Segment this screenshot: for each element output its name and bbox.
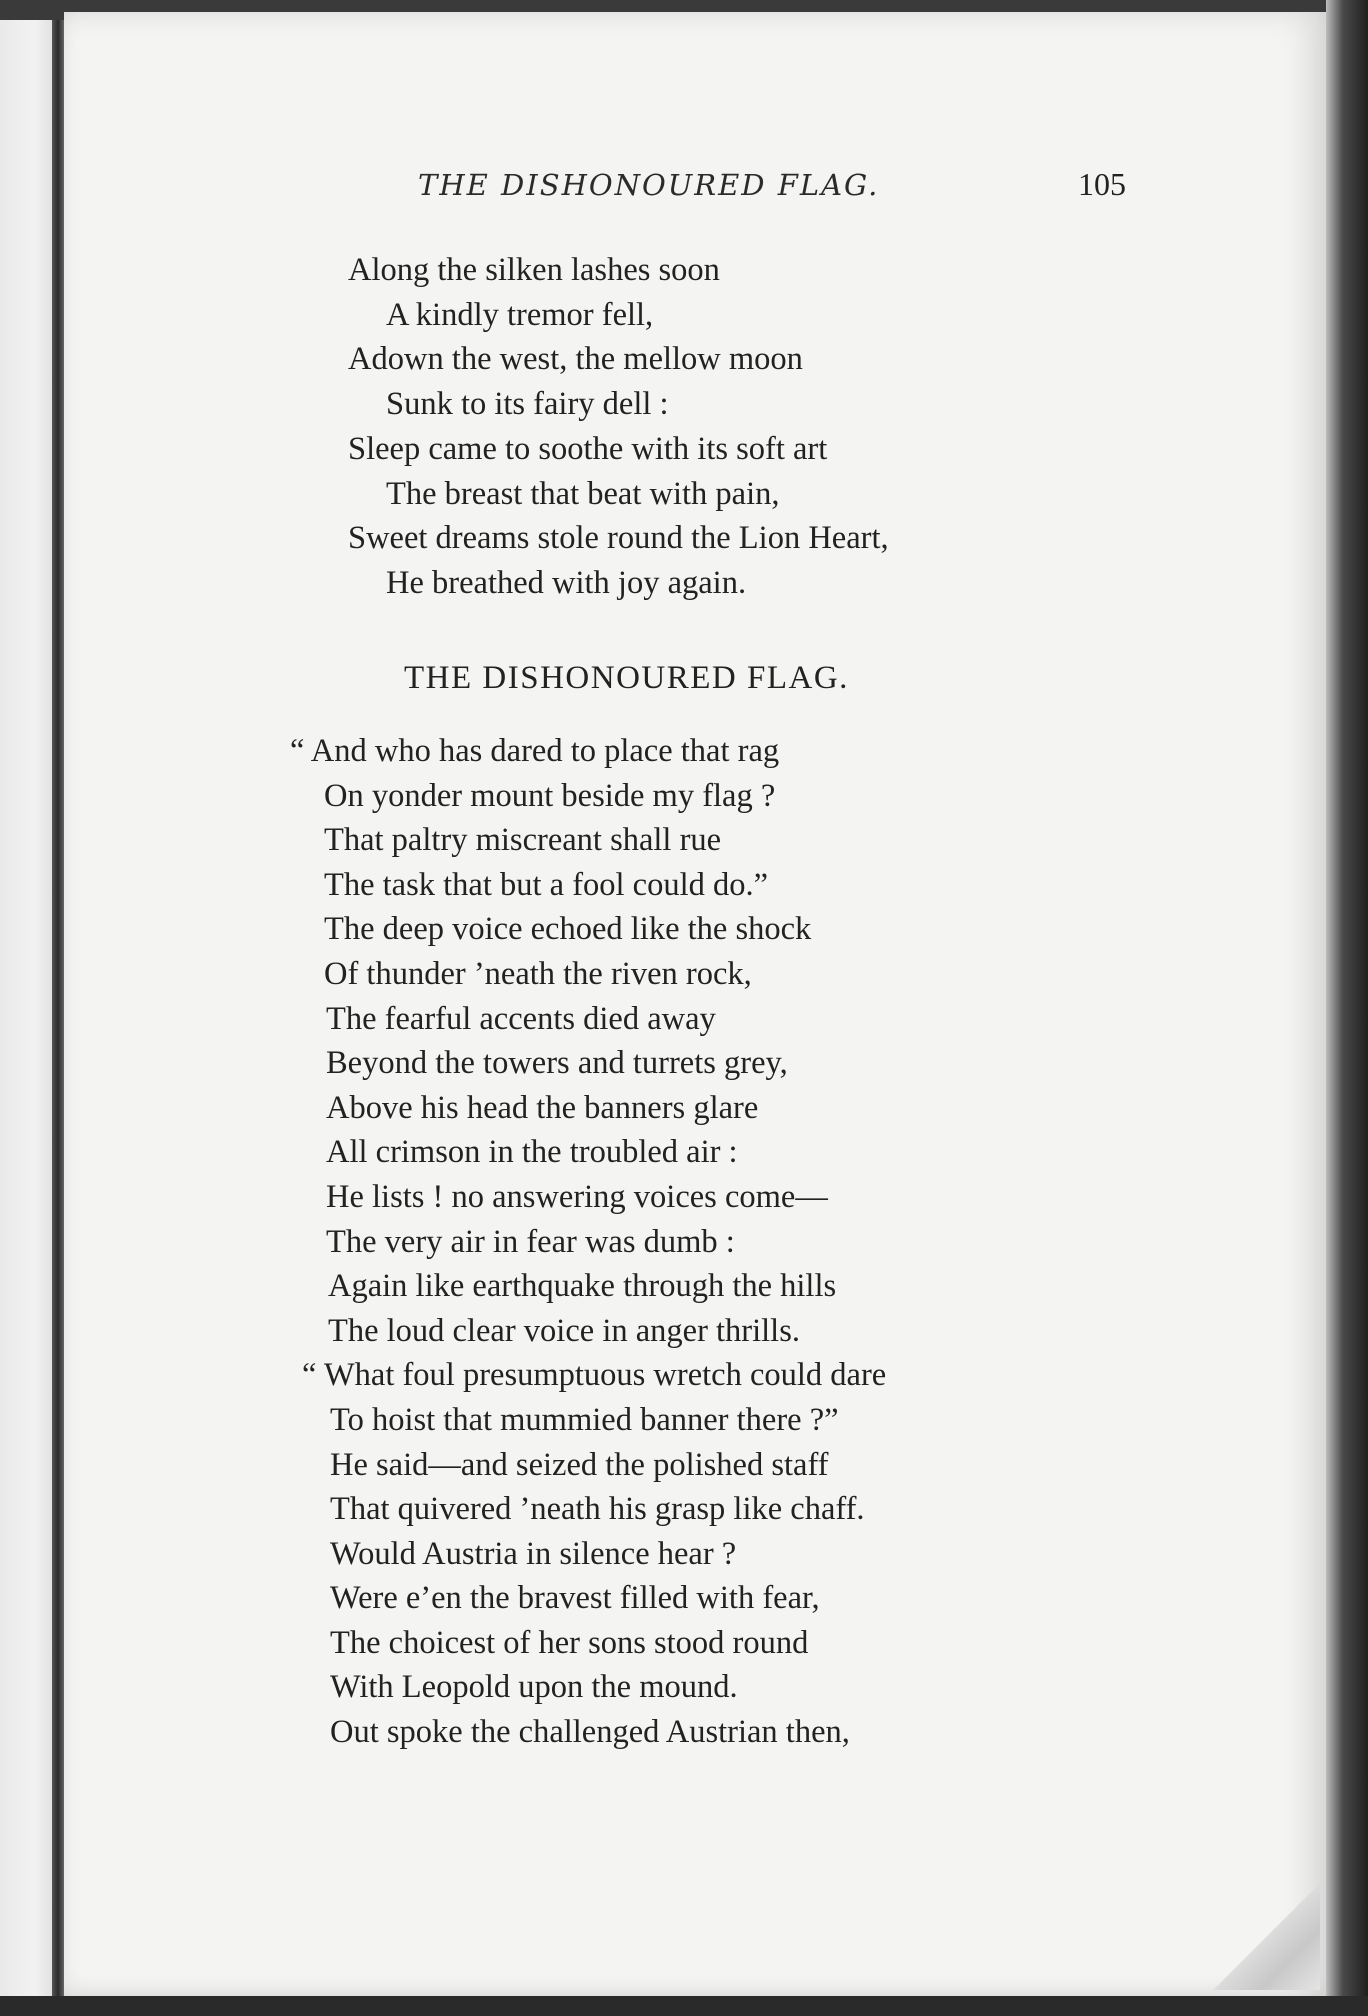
verse-line: The choicest of her sons stood round	[330, 1624, 809, 1661]
verse-line: Again like earthquake through the hills	[328, 1268, 837, 1305]
poem-body	[290, 729, 886, 1755]
facing-page-edge	[0, 20, 58, 2010]
running-head: THE DISHONOURED FLAG.	[418, 168, 880, 202]
bottom-edge-shadow	[0, 1996, 1368, 2016]
page-edge-shadow	[1326, 0, 1368, 2016]
verse-line: That quivered ’neath his grasp like chaff.	[330, 1491, 865, 1528]
verse-line: Were e’en the bravest filled with fear,	[330, 1580, 820, 1617]
poem-title: THE DISHONOURED FLAG.	[404, 660, 849, 696]
verse-line: A kindly tremor fell,	[386, 296, 654, 333]
book-gutter	[52, 20, 64, 2010]
page-number: 105	[1078, 166, 1126, 202]
verse-line: To hoist that mummied banner there ?”	[330, 1401, 839, 1438]
verse-line: The breast that beat with pain,	[386, 475, 780, 512]
verse-line: Along the silken lashes soon	[348, 252, 720, 288]
verse-line: “ What foul presumptuous wretch could dare	[302, 1357, 887, 1394]
verse-line: On yonder mount beside my flag ?	[324, 777, 776, 814]
verse-line: Above his head the banners glare	[326, 1089, 759, 1126]
verse-line: Adown the west, the mellow moon	[348, 341, 803, 378]
verse-line: Would Austria in silence hear ?	[330, 1535, 737, 1572]
verse-line: With Leopold upon the mound.	[330, 1669, 738, 1706]
verse-line: Beyond the towers and turrets grey,	[326, 1045, 788, 1082]
verse-line: He breathed with joy again.	[386, 564, 747, 601]
verse-line: Of thunder ’neath the riven rock,	[324, 955, 752, 992]
verse-line: All crimson in the troubled air :	[326, 1134, 738, 1171]
verse-line: “ And who has dared to place that rag	[290, 733, 780, 769]
verse-line: He said—and seized the polished staff	[330, 1446, 829, 1483]
folded-corner	[1190, 1880, 1320, 1990]
verse-line: The very air in fear was dumb :	[326, 1223, 735, 1260]
verse-line: Sleep came to soothe with its soft art	[348, 430, 828, 467]
verse-line: The fearful accents died away	[326, 1000, 716, 1037]
stanza	[348, 248, 889, 606]
verse-line: The loud clear voice in anger thrills.	[328, 1312, 800, 1349]
verse-line: The task that but a fool could do.”	[324, 866, 769, 903]
verse-line: The deep voice echoed like the shock	[324, 911, 812, 948]
verse-line: That paltry miscreant shall rue	[324, 822, 722, 859]
verse-line: Sweet dreams stole round the Lion Heart,	[348, 520, 889, 557]
verse-line: Out spoke the challenged Austrian then,	[330, 1714, 850, 1751]
verse-line: He lists ! no answering voices come—	[326, 1178, 828, 1215]
verse-line: Sunk to its fairy dell :	[386, 386, 669, 423]
